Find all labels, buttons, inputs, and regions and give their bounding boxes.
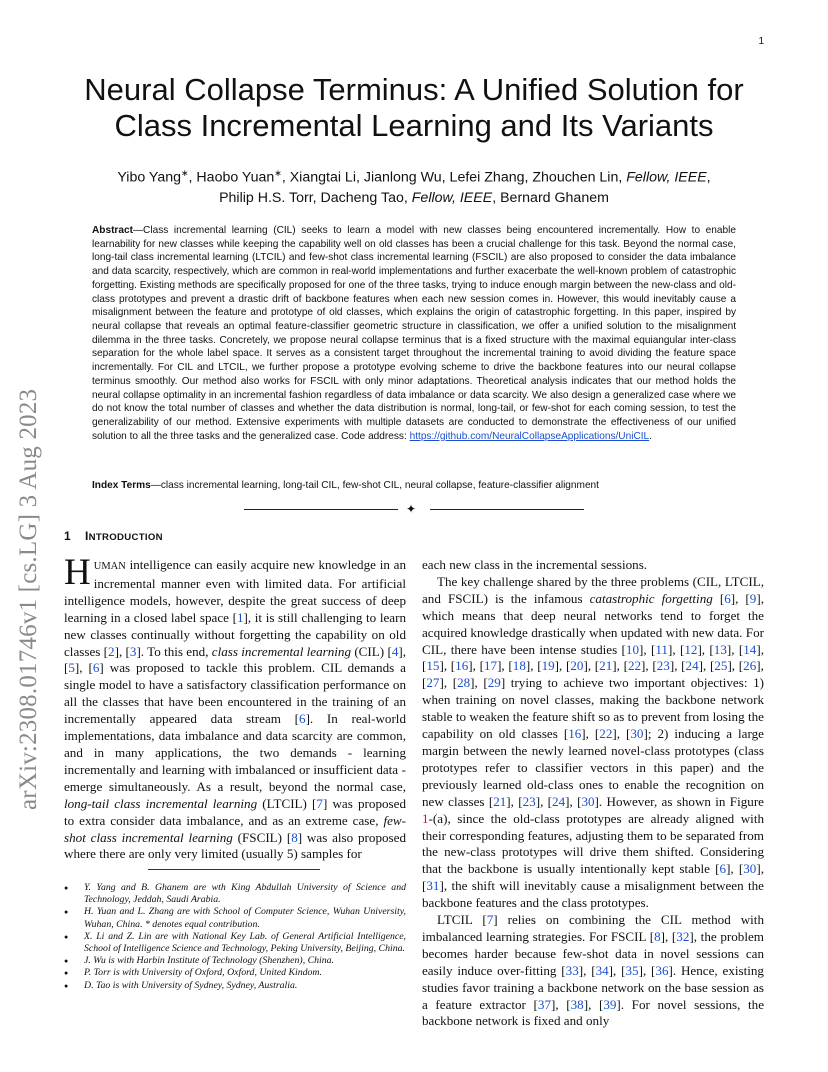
citation-link[interactable]: 4 [391,643,399,659]
citation-link[interactable]: 6 [92,660,100,676]
index-terms-dash: — [150,480,161,491]
citation-link[interactable]: 29 [487,675,501,691]
title-line-1: Neural Collapse Terminus: A Unified Solution for [84,72,744,107]
fellow-title: Fellow, IEEE [626,169,707,186]
footnote-item: ● J. Wu is with Harbin Institute of Technology (Shenzhen), China. [84,955,406,967]
citation-link[interactable]: 7 [486,912,494,928]
citation-link[interactable]: 1 [236,609,244,625]
body-text: ] trying to achieve two important objectives: 1) when training on novel classes, making the backbone network stable to weaken the feature shift so as to prevent from losing the capability on old classes [ [422,675,764,742]
index-terms-text: class incremental learning, long-tail CIL, few-shot CIL, neural collapse, feature-classifier alignment [160,480,599,491]
citation-link[interactable]: 25 [714,658,728,674]
body-text: intelligence can easily acquire new knowledge in an incremental manner even with limited data. For artificial intelligence models, however, despite the great success of deep learning in a closed label space [ [64,557,406,625]
footnote-item: ● H. Yuan and L. Zhang are with School of Computer Science, Wuhan University, Wuhan, China. * denotes equal contribution. [84,906,406,930]
emphasis-term: long-tail class incremental learning [64,795,258,811]
author-text: Philip H.S. Torr, Dacheng Tao, [219,189,412,206]
citation-link[interactable]: 6 [724,590,731,606]
emphasis-term: class incremental learning [211,643,352,659]
citation-group: 33], [34], [35], [36 [565,962,669,978]
separator-line-right [430,509,584,510]
body-text: ], [ [64,643,406,676]
fellow-title: Fellow, IEEE [411,189,493,206]
body-text: ] relies on combining the CIL method with imbalanced learning strategies. For FSCIL [ [422,912,764,944]
citation-link[interactable]: 13 [713,641,727,657]
paper-title [40,72,788,144]
citation-link[interactable]: 21 [493,793,507,809]
author-text: , Xiangtai Li, Jianlong Wu, Lefei Zhang, Zhouchen Lin, [281,169,627,186]
challenge-paragraph [422,574,764,912]
body-text: ], [ [114,643,130,659]
citation-link[interactable]: 6 [719,861,727,877]
section-heading [64,529,163,543]
author-text: Yibo Yang [117,169,181,186]
citation-link[interactable]: 33 [565,962,579,978]
citation-link[interactable]: 16 [455,658,469,674]
body-text: ], [ [730,590,750,606]
citation-link[interactable]: 19 [541,658,555,674]
section-title-rest: NTRODUCTION [88,532,163,543]
citation-link[interactable]: 22 [599,726,613,742]
citation-link[interactable]: 38 [570,996,584,1012]
body-text: ] was proposed to extra consider data imbalance, and as an extreme case, [64,795,406,828]
author-text: , [706,169,711,186]
ltcil-paragraph [422,912,764,1030]
citation-link[interactable]: 2 [108,643,115,659]
figure-link[interactable]: 1 [422,810,429,826]
abstract-label: Abstract [92,225,133,236]
equal-contribution-mark: ∗ [274,168,282,178]
body-text: ] was also proposed where there are only very limited (usually 5) samples for [64,829,406,862]
citation-group: 10], [11], [12], [13], [14], [15], [16], [17], [18], [19], [20], [21], [22], [23], [24], [25], [26], [27], [28], [29 [422,641,764,691]
abstract-dash: — [132,225,144,236]
separator-line-left [244,509,398,510]
citation-link[interactable]: 21 [599,658,613,674]
citation-link[interactable]: 17 [483,658,498,674]
code-link[interactable]: https://github.com/NeuralCollapseApplications/UniCIL [409,430,650,442]
citation-link[interactable]: 8 [654,928,661,944]
citation-link[interactable]: 12 [684,641,698,657]
citation-link[interactable]: 10 [625,641,640,657]
citation-link[interactable]: 32 [676,928,690,944]
citation-link[interactable]: 18 [512,658,526,674]
author-list [60,163,768,208]
citation-link[interactable]: 23 [656,658,670,674]
section-number: 1 [64,529,71,543]
footnote-item: ● Y. Yang and B. Ghanem are wth King Abdullah University of Science and Technology, Jeddah, Saudi Arabia. [84,882,406,906]
citation-link[interactable]: 5 [68,660,75,676]
equal-contribution-mark: ∗ [181,168,189,178]
citation-link[interactable]: 30 [581,793,595,809]
citation-link[interactable]: 14 [743,641,757,657]
citation-link[interactable]: 24 [685,658,699,674]
body-text: ]; 2) inducing a large margin between the newly learned novel-class prototypes (class prototypes refer to classifier vectors in this paper) and the previously learned old-class ones to enable the recognition on new classes [ [422,726,764,809]
citation-link[interactable]: 22 [627,658,642,674]
body-text: ]. However, as shown in Figure [594,793,764,809]
citation-link[interactable]: 16 [568,726,582,742]
body-text: ]. For novel sessions, the backbone network is fixed and only [422,996,764,1029]
author-line-1 [60,163,768,188]
citation-link[interactable]: 8 [291,829,298,845]
drop-cap: H [64,552,91,593]
body-text: ], which means that deep neural networks tend to forget the acquired knowledge drastically when updated with new data. For CIL, there have been intense studies [ [422,590,764,657]
body-text: ], [ [74,660,93,676]
footnote-rule [148,869,320,870]
citation-link[interactable]: 15 [426,658,440,674]
citation-group: 16], [22], [30 [568,726,644,742]
footnote-item: ● P. Torr is with University of Oxford, Oxford, United Kindom. [84,967,406,979]
body-text: ] was proposed to tackle this problem. CIL demands a single model to have a satisfactory classification performance on all the classes that have been encountered in the training of an incrementally appeared data stream [ [64,660,406,727]
body-text: ]. Hence, existing studies favor training a backbone network on the base session as a feature extractor [ [422,962,764,1012]
body-text: ]. In real-world implementations, data imbalance and data scarcity are common, and in many applications, the two demands - learning incrementally and learning with imbalanced or insufficient data - emerge simultaneously. As a result, beyond the normal case, [64,711,406,794]
citation-link[interactable]: 27 [426,675,440,691]
body-text: [ [712,590,725,606]
citation-group: 21], [23], [24], [30 [493,793,595,809]
right-column-text [422,557,764,1030]
abstract-text: Class incremental learning (CIL) seeks to learn a model with new classes being encountered incrementally. How to enable learnability for new classes while keeping the capability well on old classes has been a crucial challenge for this task. Beyond the normal case, long-tail class incremental learning (LTCIL) and few-shot class incremental learning (FSCIL) are also proposed to consider the data imbalance and data scarcity, respectively, which are common in real-world implementations and further exacerbate the well-known problem of catastrophic forgetting. Existing methods are specifically proposed for one of the three tasks, trying to induce enough margin between the new-class and old-class prototypes and prevent a drastic drift of backbone features when each new session comes in. However, this would inevitably cause a misalignment between the feature and prototype of old classes, which explains the origin of catastrophic forgetting. In this paper, inspired by neural collapse that reveals an optimal feature-classifier geometric structure in classification, we offer a unified solution to the misalignment dilemma in the three tasks. Concretely, we propose neural collapse terminus that is a fixed structure with the maximal equiangular inter-class separation for the whole label space. It serves as a consistent target throughout the incremental training to avoid dividing the feature space incrementally. For CIL and LTCIL, we further propose a prototype evolving scheme to drive the backbone features into our neural collapse terminus smoothly. Our method also works for FSCIL with only minor adaptations. Theoretical analysis indicates that our method holds the neural collapse optimality in an incremental fashion regardless of data imbalance or data scarcity. We also design a generalized case where we do not know the total number of classes and whether the data distribution is normal, long-tail, or few-shot for each coming session, to test the generalizability of our method. Extensive experiments with multiple datasets are conducted to demonstrate the effectiveness of our unified solution to all the three tasks and the generalized case. Code address: [92,225,736,442]
citation-link[interactable]: 6 [299,711,306,727]
index-terms [92,479,736,492]
citation-link[interactable]: 35 [625,962,639,978]
citation-link[interactable]: 20 [570,658,584,674]
citation-link[interactable]: 39 [603,996,617,1012]
citation-link[interactable]: 9 [749,590,757,606]
section-separator [244,503,584,517]
footnote-item: ● X. Li and Z. Lin are with National Key Lab. of General Artificial Intelligence, School of Intelligence Science and Technology, Peking University, Beijing, China. [84,931,406,955]
body-text: ], the shift will inevitably cause a misalignment between the backbone features and the class prototypes. [422,878,764,911]
body-text: ], it is still challenging to learn new classes continually without forgetting the capability on old classes [ [64,609,406,659]
body-text: (CIL) [ [351,643,392,659]
body-text: ]. To this end, [136,643,212,659]
body-text: LTCIL [ [437,912,487,928]
arxiv-stamp-text: arXiv:2308.01746v1 [cs.LG] 3 Aug 2023 [15,388,42,810]
author-text: , Bernard Ghanem [492,189,609,206]
citation-link[interactable]: 34 [595,962,609,978]
citation-link[interactable]: 30 [743,861,757,877]
intro-paragraph [64,552,406,863]
emphasis-term: catastrophic forgetting [589,590,713,606]
citation-link[interactable]: 28 [457,675,471,691]
citation-link[interactable]: 11 [655,641,668,657]
citation-link[interactable]: 30 [630,726,644,742]
footnote-list [64,882,406,992]
smallcaps-text: UMAN [93,561,126,572]
body-text: (LTCIL) [ [257,795,317,811]
index-terms-label: Index Terms [92,480,151,491]
footnotes [64,882,406,992]
citation-link[interactable]: 24 [552,793,566,809]
citation-group: 37], [38], [39 [537,996,617,1012]
footnote-item: ● D. Tao is with University of Sydney, Sydney, Australia. [84,980,406,992]
citation-link[interactable]: 7 [316,795,323,811]
citation-link[interactable]: 3 [129,643,137,659]
citation-link[interactable]: 36 [655,962,669,978]
section-title-initial: I [84,529,89,543]
citation-link[interactable]: 37 [537,996,551,1012]
abstract [92,224,736,444]
citation-group: 6], [30], [31 [422,861,764,894]
author-line-2 [60,188,768,208]
author-text: , Haobo Yuan [188,169,275,186]
citation-link[interactable]: 23 [522,793,536,809]
left-column-text [64,552,406,863]
title-line-2: Class Incremental Learning and Its Variants [114,108,714,143]
continuation-paragraph: each new class in the incremental sessions. [422,557,648,572]
separator-diamond-icon: ✦ [406,502,417,516]
citation-link[interactable]: 31 [426,878,440,894]
body-text: -(a), since the old-class prototypes are already aligned with their corresponding features, adjusting them to be separated from the new-class prototypes will drive them shifted. Considering that the backbone is usually intentionally kept stable [ [422,810,764,877]
body-text: ], the problem becomes harder because few-shot data in novel sessions can easily induce over-fitting [ [422,928,764,978]
citation-link[interactable]: 26 [743,658,757,674]
citation-group: 8], [32 [654,928,690,944]
body-text: (FSCIL) [ [232,829,292,845]
page-number: 1 [758,36,764,47]
arxiv-stamp [14,290,44,810]
emphasis-term: few-shot class incremental learning [64,812,406,845]
body-text: The key challenge shared by the three problems (CIL, LTCIL, and FSCIL) is the infamous [422,573,764,606]
abstract-period: . [649,430,652,442]
section-title [85,529,163,543]
